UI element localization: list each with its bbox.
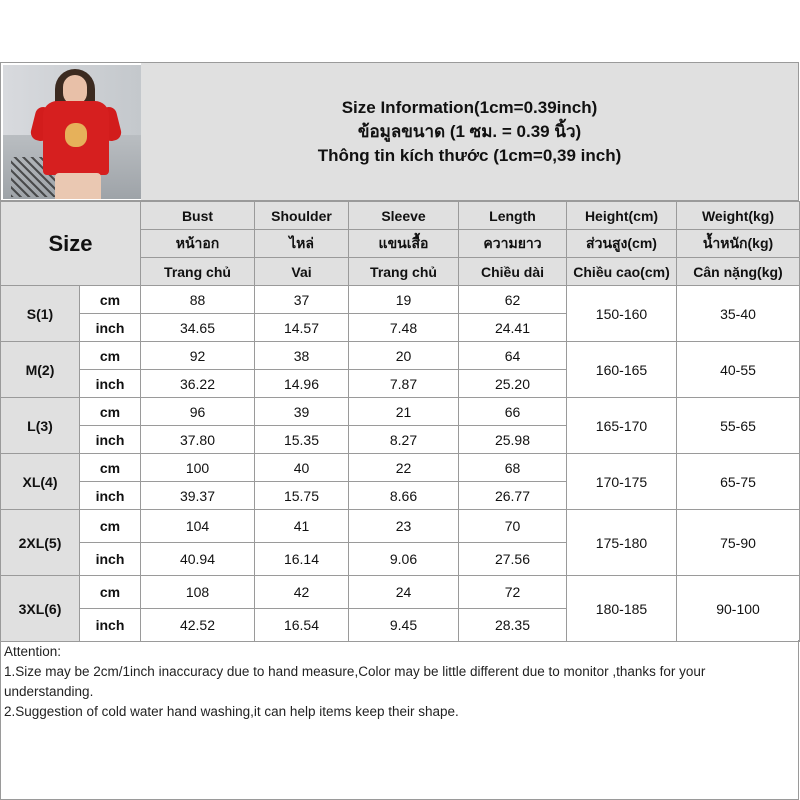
height-range: 165-170	[567, 398, 677, 454]
value-inch: 28.35	[459, 609, 567, 642]
value-inch: 7.48	[349, 314, 459, 342]
size-row-cm	[1, 342, 800, 370]
size-label: L(3)	[1, 398, 80, 454]
unit-inch: inch	[80, 609, 141, 642]
col-length-vi: Chiều dài	[459, 258, 567, 286]
value-inch: 25.20	[459, 370, 567, 398]
weight-range: 40-55	[677, 342, 800, 398]
height-range: 150-160	[567, 286, 677, 342]
value-inch: 16.14	[255, 543, 349, 576]
value-cm: 22	[349, 454, 459, 482]
height-range: 180-185	[567, 576, 677, 642]
unit-inch: inch	[80, 543, 141, 576]
value-inch: 16.54	[255, 609, 349, 642]
unit-cm: cm	[80, 454, 141, 482]
value-cm: 19	[349, 286, 459, 314]
value-inch: 9.06	[349, 543, 459, 576]
size-table	[0, 201, 800, 642]
value-cm: 108	[141, 576, 255, 609]
weight-range: 35-40	[677, 286, 800, 342]
value-inch: 15.75	[255, 482, 349, 510]
col-bust-en: Bust	[141, 202, 255, 230]
unit-cm: cm	[80, 510, 141, 543]
col-bust-th: หน้าอก	[141, 230, 255, 258]
value-cm: 24	[349, 576, 459, 609]
value-inch: 8.66	[349, 482, 459, 510]
weight-range: 65-75	[677, 454, 800, 510]
value-cm: 38	[255, 342, 349, 370]
size-row-cm	[1, 576, 800, 609]
size-label: 2XL(5)	[1, 510, 80, 576]
photo-legs	[55, 173, 101, 199]
col-height-th: ส่วนสูง(cm)	[567, 230, 677, 258]
col-weight-th: น้ำหนัก(kg)	[677, 230, 800, 258]
value-inch: 15.35	[255, 426, 349, 454]
title-block	[141, 63, 798, 200]
value-cm: 100	[141, 454, 255, 482]
size-label: S(1)	[1, 286, 80, 342]
weight-range: 90-100	[677, 576, 800, 642]
value-cm: 62	[459, 286, 567, 314]
value-cm: 39	[255, 398, 349, 426]
value-cm: 92	[141, 342, 255, 370]
unit-inch: inch	[80, 482, 141, 510]
value-cm: 64	[459, 342, 567, 370]
title-english: Size Information(1cm=0.39inch)	[341, 97, 598, 117]
value-inch: 40.94	[141, 543, 255, 576]
value-cm: 66	[459, 398, 567, 426]
col-length-th: ความยาว	[459, 230, 567, 258]
value-inch: 34.65	[141, 314, 255, 342]
value-cm: 23	[349, 510, 459, 543]
weight-range: 55-65	[677, 398, 800, 454]
title-vietnamese: Thông tin kích thước (1cm=0,39 inch)	[317, 145, 622, 165]
unit-inch: inch	[80, 370, 141, 398]
height-range: 170-175	[567, 454, 677, 510]
value-inch: 14.96	[255, 370, 349, 398]
value-inch: 9.45	[349, 609, 459, 642]
col-bust-vi: Trang chủ	[141, 258, 255, 286]
size-row-cm	[1, 398, 800, 426]
value-inch: 26.77	[459, 482, 567, 510]
notes-heading: Attention:	[4, 644, 62, 659]
value-cm: 72	[459, 576, 567, 609]
col-height-en: Height(cm)	[567, 202, 677, 230]
unit-cm: cm	[80, 576, 141, 609]
col-height-vi: Chiều cao(cm)	[567, 258, 677, 286]
unit-inch: inch	[80, 426, 141, 454]
value-cm: 42	[255, 576, 349, 609]
col-shoulder-vi: Vai	[255, 258, 349, 286]
value-cm: 21	[349, 398, 459, 426]
title-thai: ข้อมูลขนาด (1 ซม. = 0.39 นิ้ว)	[357, 121, 582, 141]
value-inch: 7.87	[349, 370, 459, 398]
unit-cm: cm	[80, 342, 141, 370]
photo-bear-print	[65, 123, 87, 147]
unit-cm: cm	[80, 286, 141, 314]
weight-range: 75-90	[677, 510, 800, 576]
notes-line-2: 2.Suggestion of cold water hand washing,it can help items keep their shape.	[4, 704, 459, 719]
size-label: 3XL(6)	[1, 576, 80, 642]
col-sleeve-en: Sleeve	[349, 202, 459, 230]
col-weight-vi: Cân nặng(kg)	[677, 258, 800, 286]
col-sleeve-vi: Trang chủ	[349, 258, 459, 286]
value-inch: 25.98	[459, 426, 567, 454]
value-cm: 68	[459, 454, 567, 482]
value-inch: 8.27	[349, 426, 459, 454]
size-chart-header	[0, 62, 799, 201]
size-row-cm	[1, 510, 800, 543]
size-row-cm	[1, 286, 800, 314]
height-range: 160-165	[567, 342, 677, 398]
value-inch: 37.80	[141, 426, 255, 454]
value-cm: 41	[255, 510, 349, 543]
col-sleeve-th: แขนเสื้อ	[349, 230, 459, 258]
value-cm: 88	[141, 286, 255, 314]
value-inch: 39.37	[141, 482, 255, 510]
col-length-en: Length	[459, 202, 567, 230]
value-inch: 14.57	[255, 314, 349, 342]
attention-notes	[0, 640, 799, 800]
size-header: Size	[1, 202, 141, 286]
unit-cm: cm	[80, 398, 141, 426]
height-range: 175-180	[567, 510, 677, 576]
notes-line-1: 1.Size may be 2cm/1inch inaccuracy due to hand measure,Color may be little different due to monitor ,thanks for your understanding.	[4, 664, 706, 699]
value-inch: 36.22	[141, 370, 255, 398]
model-photo	[3, 65, 141, 199]
size-label: XL(4)	[1, 454, 80, 510]
value-inch: 24.41	[459, 314, 567, 342]
value-cm: 96	[141, 398, 255, 426]
value-cm: 104	[141, 510, 255, 543]
col-shoulder-en: Shoulder	[255, 202, 349, 230]
col-shoulder-th: ไหล่	[255, 230, 349, 258]
value-inch: 42.52	[141, 609, 255, 642]
col-weight-en: Weight(kg)	[677, 202, 800, 230]
value-cm: 40	[255, 454, 349, 482]
value-cm: 37	[255, 286, 349, 314]
size-rows	[1, 286, 800, 642]
value-cm: 70	[459, 510, 567, 543]
value-inch: 27.56	[459, 543, 567, 576]
size-label: M(2)	[1, 342, 80, 398]
size-row-cm	[1, 454, 800, 482]
value-cm: 20	[349, 342, 459, 370]
unit-inch: inch	[80, 314, 141, 342]
